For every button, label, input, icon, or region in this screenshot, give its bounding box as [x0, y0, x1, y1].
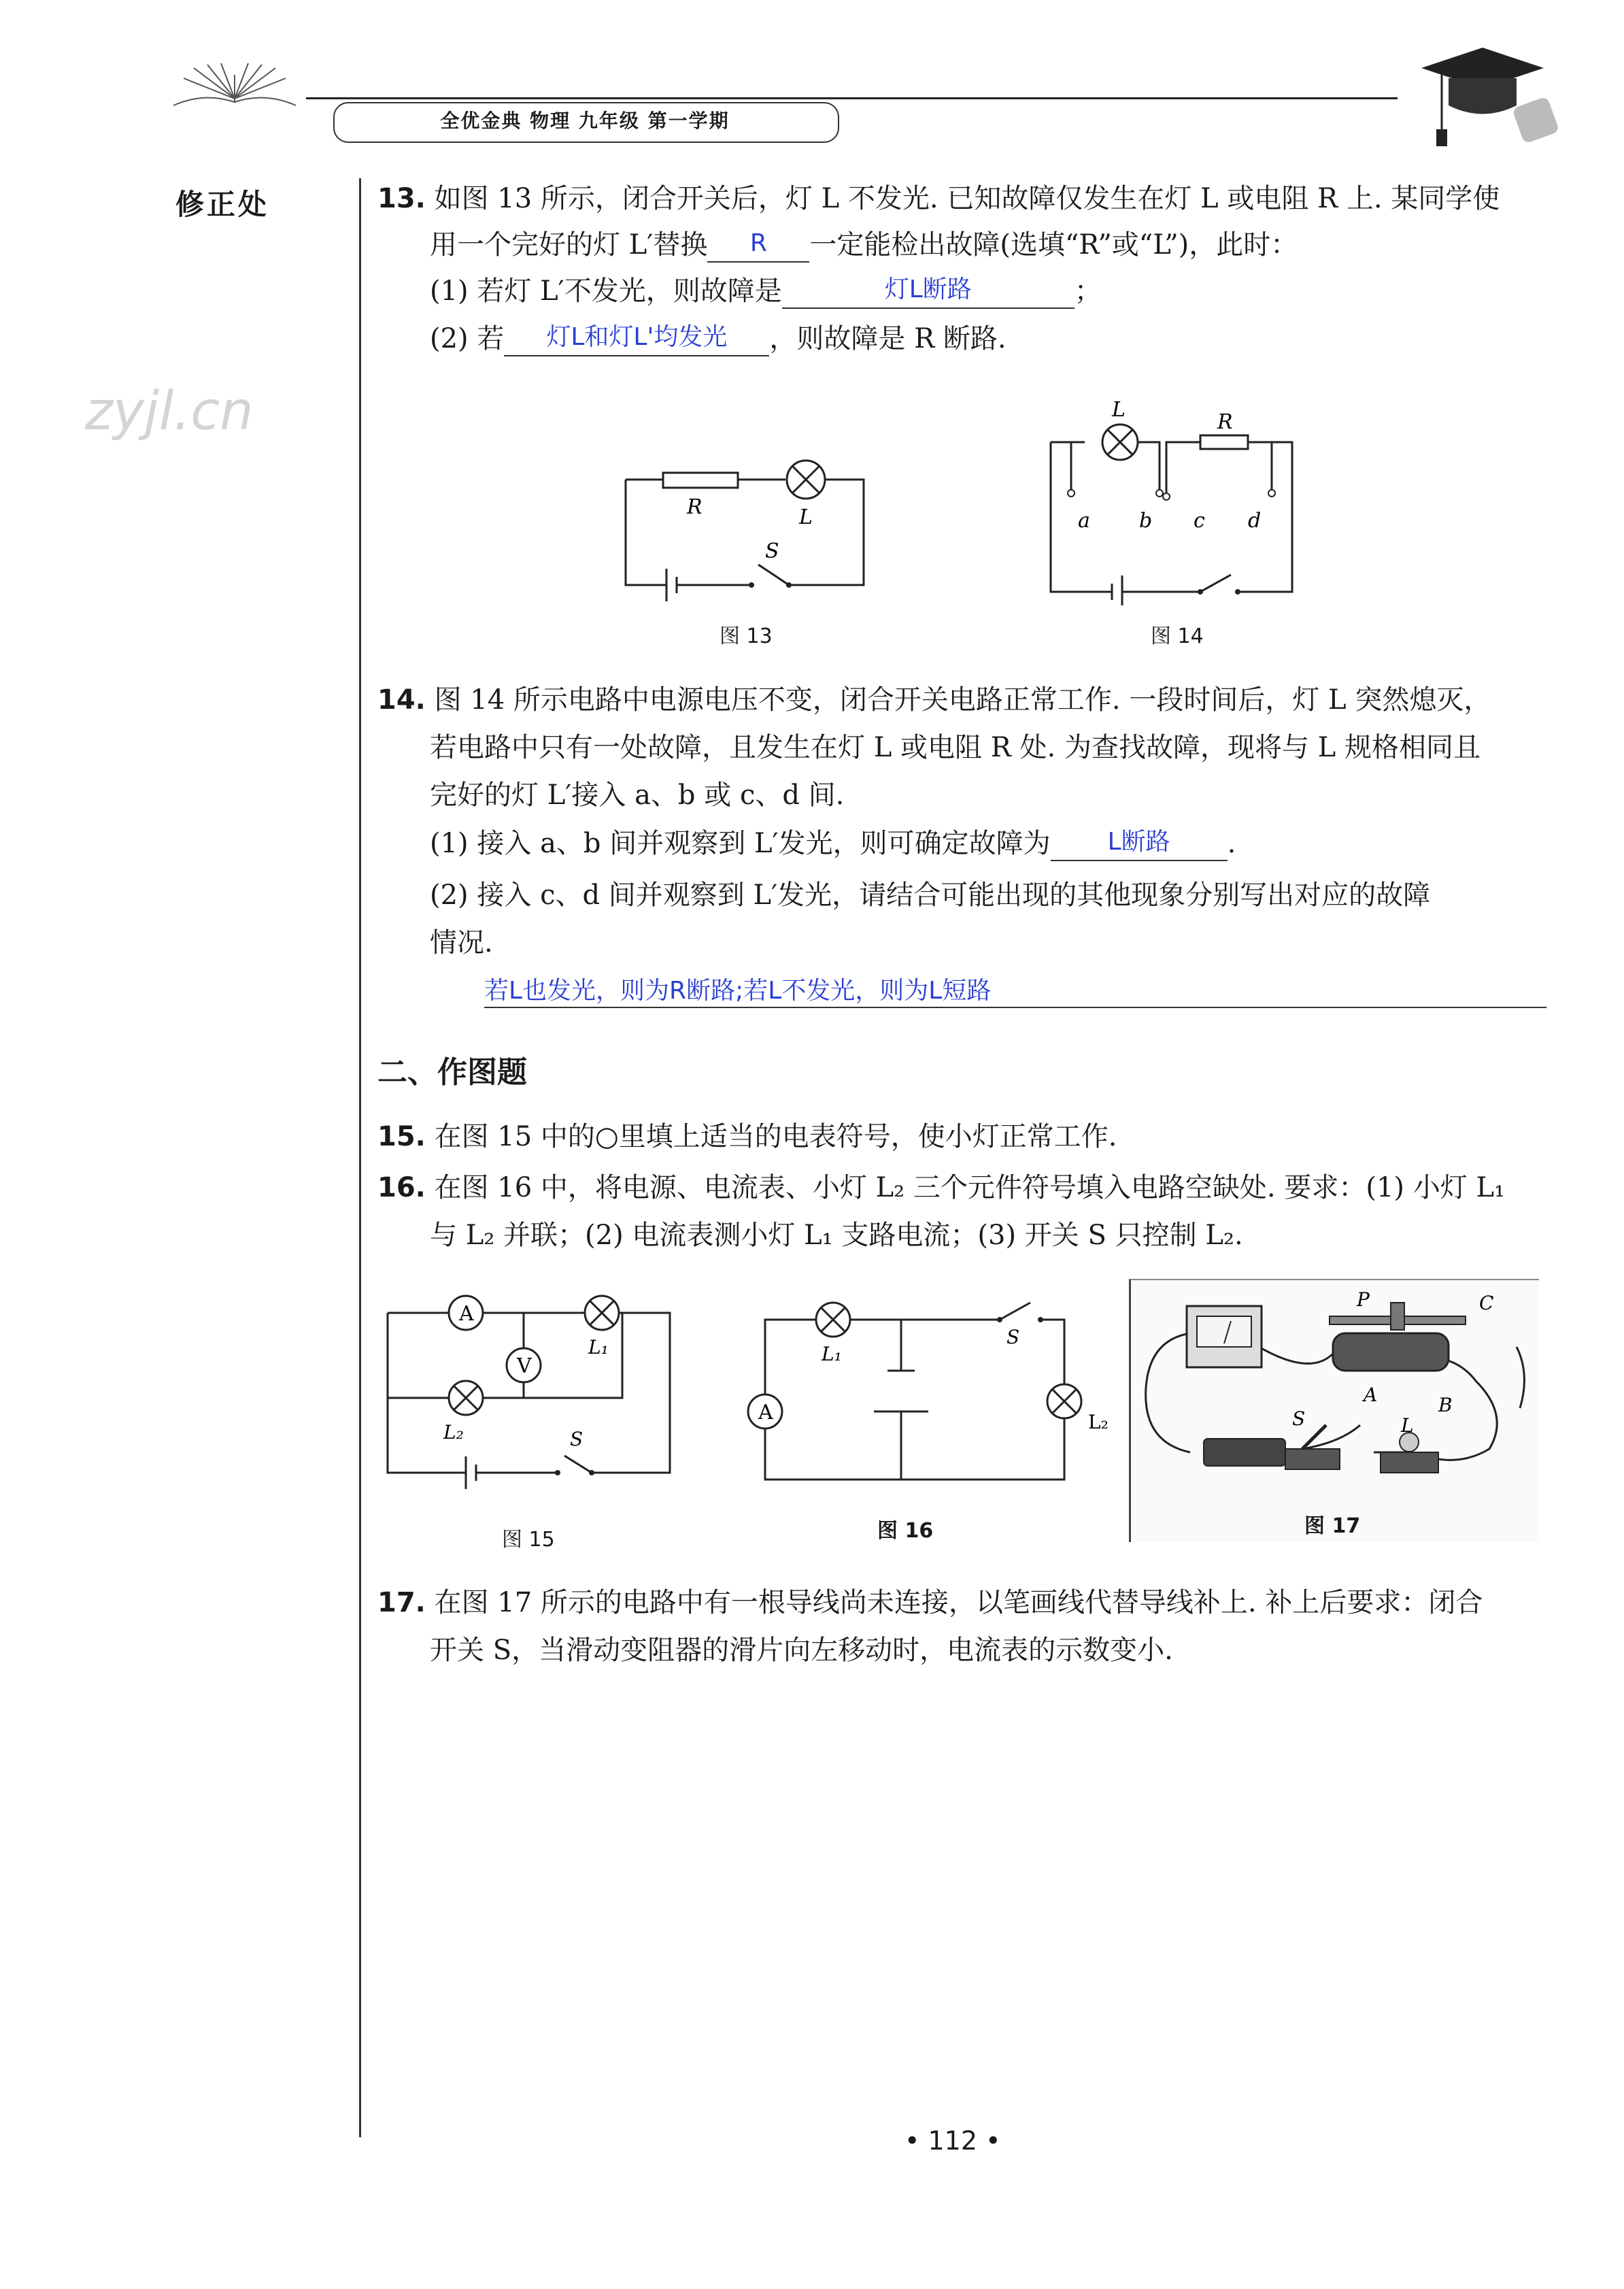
q14-line5: (2) 接入 c、d 间并观察到 L′发光，请结合可能出现的其他现象分别写出对应的故障: [430, 880, 1431, 911]
q13-line3: [430, 273, 1102, 309]
q14-text1: 图 14 所示电路中电源电压不变，闭合开关电路正常工作. 一段时间后，灯 L 突然熄灭，: [434, 684, 1491, 716]
figure-16-circuit: [734, 1292, 1115, 1490]
fig13-label-L: L: [799, 505, 813, 529]
fig15-meter-A-label: A: [459, 1302, 474, 1326]
q16-line2: 与 L₂ 并联；(2) 电流表测小灯 L₁ 支路电流；(3) 开关 S 只控制 L₂.: [430, 1220, 1243, 1251]
q16-number: 16.: [377, 1172, 426, 1203]
fig14-switch-S: [1200, 575, 1231, 592]
q14-text4b: .: [1227, 828, 1236, 859]
fig17-label-L: L: [1401, 1414, 1414, 1437]
fig17-label-C: C: [1479, 1292, 1494, 1314]
section-title: 二、作图题: [377, 1055, 527, 1090]
q13-text3a: (1) 若灯 L′不发光，则故障是: [430, 275, 782, 307]
q14-line3: 完好的灯 L′接入 a、b 或 c、d 间.: [430, 780, 845, 811]
fig17-label-B: B: [1438, 1394, 1453, 1416]
q15-text: 在图 15 中的○里填上适当的电表符号，使小灯正常工作.: [434, 1121, 1117, 1152]
q14-answer2-line: [484, 1007, 1546, 1008]
watermark: zyjl.cn: [85, 381, 254, 442]
header-title: 全优金典 物理 九年级 第一学期: [440, 110, 730, 132]
margin-divider: [359, 178, 361, 2137]
q17-number: 17.: [377, 1587, 426, 1618]
fig17-switch: [1285, 1449, 1340, 1469]
fig15-label-L2: L₂: [443, 1421, 464, 1443]
q13-line4: [430, 321, 1006, 356]
fig16-meter-A-label: A: [758, 1401, 773, 1424]
fig17-battery: [1204, 1439, 1285, 1466]
fig17-label-S: S: [1292, 1407, 1306, 1430]
fig16-label-L2: L₂: [1088, 1411, 1109, 1433]
switch-S: [758, 565, 789, 585]
resistor-R: [663, 473, 738, 488]
q13-text1: 如图 13 所示，闭合开关后，灯 L 不发光. 已知故障仅发生在灯 L 或电阻 R 上. 某同学使: [434, 183, 1500, 214]
fig17-label-A: A: [1364, 1384, 1378, 1406]
fig16-label-S: S: [1006, 1326, 1020, 1348]
fig14-label-a: a: [1078, 509, 1090, 533]
figure-14-circuit: [1044, 401, 1302, 605]
graduation-cap-icon: [1415, 41, 1564, 150]
q13-answer1: R: [749, 229, 767, 257]
q13-text3b: ；: [1074, 275, 1102, 307]
fig17-lamp: [1381, 1452, 1438, 1473]
q14-line2: 若电路中只有一处故障，且发生在灯 L 或电阻 R 处. 为查找故障，现将与 L 规格相同且: [430, 732, 1481, 763]
q13-blank1[interactable]: [707, 230, 809, 263]
fig14-resistor-R: [1200, 435, 1248, 449]
q14-line4: [430, 826, 1236, 861]
q14-blank1[interactable]: [1051, 829, 1228, 861]
q17-text1: 在图 17 所示的电路中有一根导线尚未连接，以笔画线代替导线补上. 补上后要求：闭合: [434, 1587, 1483, 1618]
q14-answer1: L断路: [1107, 828, 1170, 856]
q13-answer2: 灯L断路: [884, 275, 972, 303]
q13-text2b: 一定能检出故障(选填“R”或“L”)，此时：: [809, 229, 1298, 261]
fig14-label-L: L: [1112, 401, 1126, 422]
header-rule: [306, 97, 1398, 99]
fig15-label-S: S: [570, 1428, 583, 1450]
q16-text1: 在图 16 中，将电源、电流表、小灯 L₂ 三个元件符号填入电路空缺处. 要求：(1) 小灯 L₁: [434, 1172, 1506, 1203]
fig13-label-R: R: [687, 495, 703, 519]
q13-blank2[interactable]: [782, 276, 1075, 309]
q16-line1: [377, 1170, 1505, 1205]
q15-number: 15.: [377, 1121, 426, 1152]
book-icon: [167, 58, 303, 112]
fig15-caption: 图 15: [502, 1528, 555, 1552]
fig16-caption: 图 16: [877, 1519, 934, 1543]
q15-line: [377, 1119, 1117, 1154]
fig14-caption: 图 14: [1151, 624, 1204, 648]
q13-text4a: (2) 若: [430, 323, 505, 354]
fig16-label-L1: L₁: [822, 1343, 842, 1365]
fig13-label-S: S: [765, 539, 779, 563]
fig14-label-b: b: [1139, 509, 1153, 533]
fig13-caption: 图 13: [720, 624, 773, 648]
q14-line6: 情况.: [430, 927, 493, 958]
fig17-caption: 图 17: [1304, 1514, 1361, 1538]
q13-answer3: 灯L和灯L'均发光: [546, 323, 728, 351]
margin-correction-label: 修正处: [175, 188, 270, 221]
q13-number: 13.: [377, 183, 426, 214]
q13-blank3[interactable]: [504, 324, 769, 356]
fig14-label-R: R: [1217, 410, 1233, 434]
fig15-label-L1: L₁: [588, 1336, 609, 1358]
fig15-meter-V-label: V: [517, 1354, 532, 1378]
q13-line1: [377, 181, 1500, 216]
q14-line1: [377, 682, 1491, 718]
q13-text4b: ，则故障是 R 断路.: [769, 323, 1006, 354]
fig17-label-P: P: [1357, 1288, 1370, 1311]
figure-17-apparatus: [1129, 1279, 1537, 1541]
q14-text4a: (1) 接入 a、b 间并观察到 L′发光，则可确定故障为: [430, 828, 1051, 859]
q17-line2: 开关 S，当滑动变阻器的滑片向左移动时，电流表的示数变小.: [430, 1635, 1173, 1666]
figure-13-circuit: [612, 449, 884, 605]
fig17-rheostat: [1333, 1333, 1449, 1371]
fig14-label-c: c: [1194, 509, 1205, 533]
figure-15-circuit: [381, 1286, 680, 1503]
q13-line2: [430, 227, 1298, 263]
q13-text2a: 用一个完好的灯 L′替换: [430, 229, 708, 261]
fig14-label-d: d: [1248, 509, 1262, 533]
q14-answer2: 若L也发光，则为R断路;若L不发光，则为L短路: [484, 977, 992, 1005]
q14-number: 14.: [377, 684, 426, 716]
q17-line1: [377, 1585, 1483, 1620]
page-number: • 112 •: [904, 2126, 1001, 2156]
